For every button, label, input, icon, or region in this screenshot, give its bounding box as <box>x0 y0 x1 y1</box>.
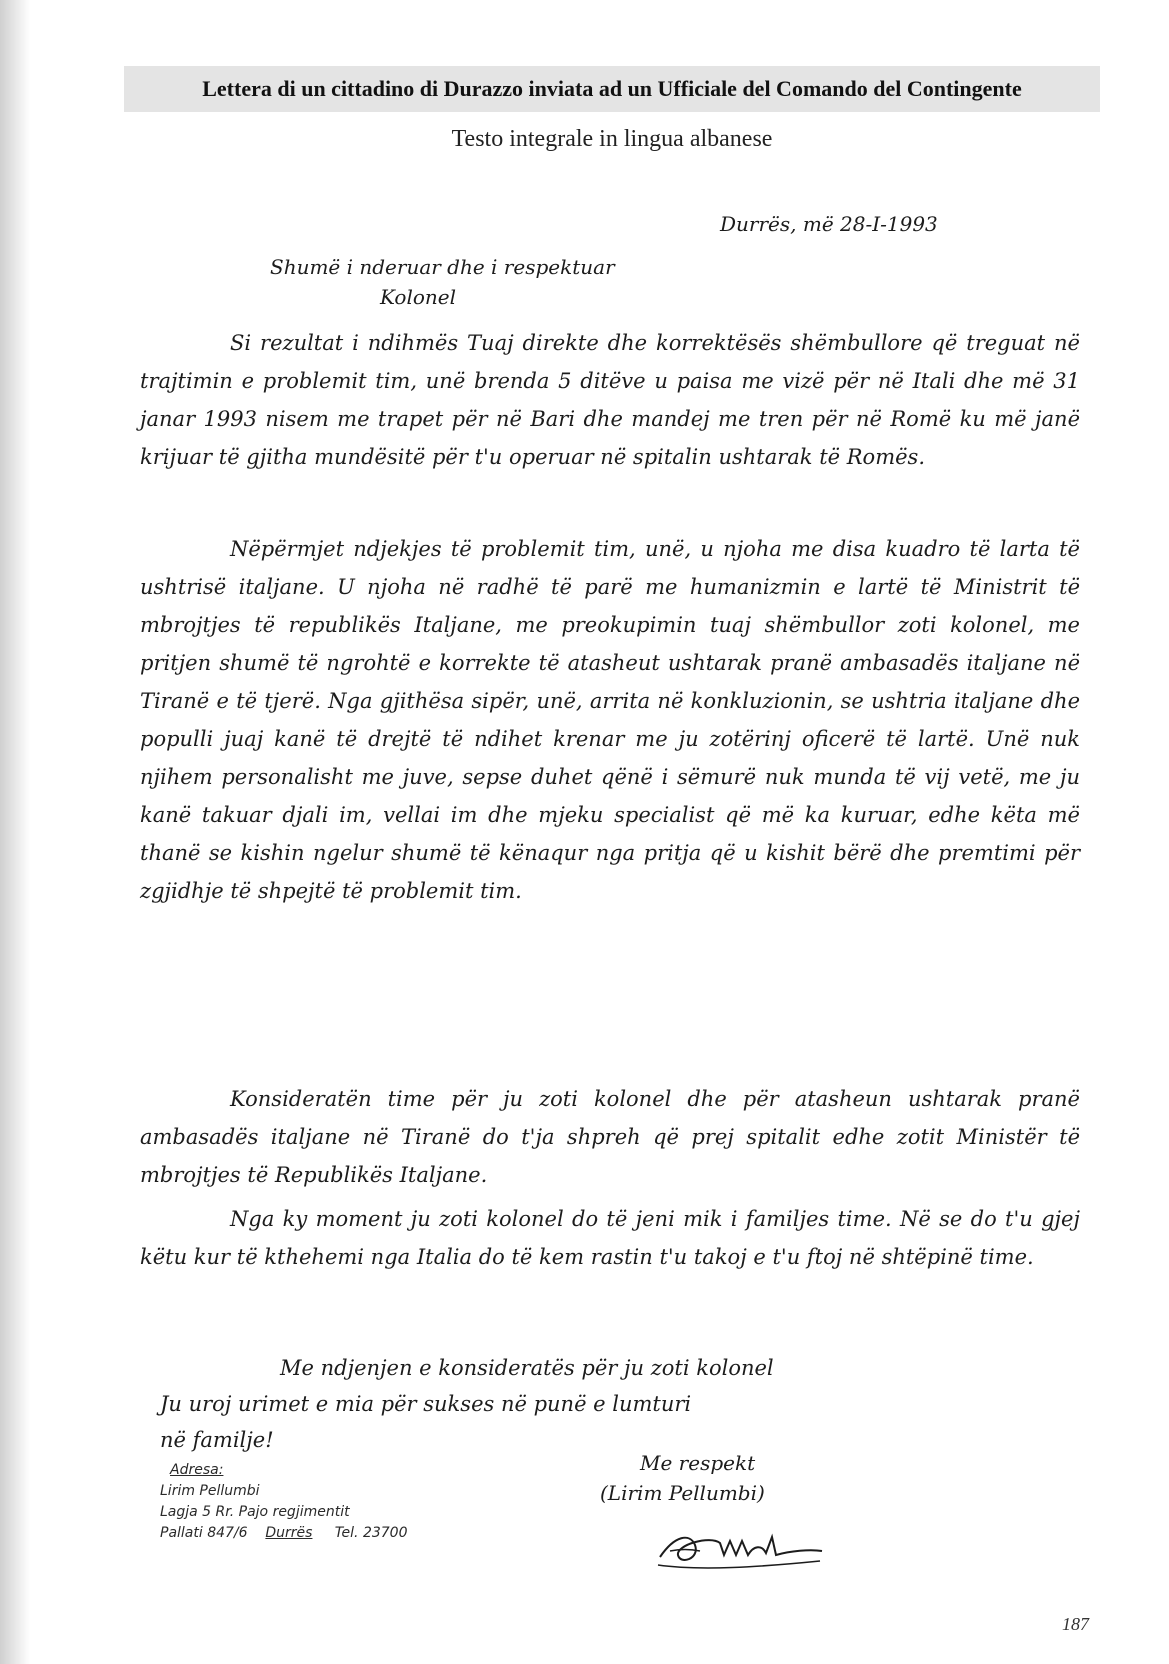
title-banner <box>124 66 1100 112</box>
letter-signoff <box>600 1448 765 1508</box>
letter-dateline: Durrës, më 28-I-1993 <box>720 212 938 236</box>
address-building: Pallati 847/6 <box>160 1525 248 1541</box>
closing-line: në familje! <box>160 1428 274 1452</box>
page-number: 187 <box>1062 1614 1089 1634</box>
closing-line: Ju uroj urimet e mia për sukses në punë e lumturi <box>160 1392 692 1416</box>
page-gutter-shadow <box>0 0 30 1664</box>
salutation-line: Kolonel <box>380 285 456 309</box>
address-city: Durrës <box>265 1525 313 1541</box>
sender-address <box>160 1460 407 1544</box>
closing-line: Me ndjenjen e konsideratës për ju zoti kolonel <box>280 1356 774 1380</box>
address-line: Lagja 5 Rr. Pajo regjimentit <box>160 1504 350 1520</box>
page-title: Lettera di un cittadino di Durazzo inviata ad un Ufficiale del Comando del Contingente <box>202 76 1022 101</box>
signoff-line: Me respekt <box>640 1451 756 1475</box>
salutation-line: Shumë i nderuar dhe i respektuar <box>270 255 615 279</box>
letter-paragraph: Nga ky moment ju zoti kolonel do të jeni mik i familjes time. Në se do t'u gjej këtu kur të kthehemi nga Italia do të kem rastin t'u takoj e t'u ftoj në shtëpinë time. <box>140 1207 1080 1269</box>
signer-name: (Lirim Pellumbi) <box>600 1481 765 1505</box>
address-line: Lirim Pellumbi <box>160 1483 260 1499</box>
handwritten-signature <box>650 1515 830 1575</box>
address-label: Adresa: <box>170 1462 224 1478</box>
letter-paragraph: Konsideratën time për ju zoti kolonel dhe për atasheun ushtarak pranë ambasadës italjane në Tiranë do t'ja shpreh që prej spitalit edhe zotit Ministër të mbrojtjes të Republikës Italjane. <box>140 1087 1080 1187</box>
letter-closing <box>160 1350 1070 1458</box>
letter-paragraph: Nëpërmjet ndjekjes të problemit tim, unë, u njoha me disa kuadro të larta të ushtrisë italjane. U njoha në radhë të parë me humanizmin e lartë të Ministrit të mbrojtjes të republikës Italjane, me preokupimin tuaj shëmbullor zoti kolonel, me pritjen shumë të ngrohtë e korrekte të atasheut ushtarak pranë ambasadës italjane në Tiranë e të tjerë. Nga gjithësa sipër, unë, arrita në konkluzionin, se ushtria italjane dhe populli juaj kanë të drejtë të ndihet krenar me ju zotërinj oficerë të lartë. Unë nuk njihem personalisht me juve, sepse duhet qënë i sëmurë nuk munda të vij vetë, me ju kanë takuar djali im, vellai im dhe mjeku specialist që më ka kuruar, edhe këta më thanë se kishin ngelur shumë të kënaqur nga pritja që u kishit bërë dhe premtimi për zgjidhje të shpejtë të problemit tim. <box>140 537 1080 903</box>
letter-paragraph: Si rezultat i ndihmës Tuaj direkte dhe korrektësës shëmbullore që treguat në trajtimin e problemit tim, unë brenda 5 ditëve u paisa me vizë për në Itali dhe më 31 janar 1993 nisem me trapet për në Bari dhe mandej me tren për në Romë ku më janë krijuar të gjitha mundësitë për t'u operuar në spitalin ushtarak të Romës. <box>140 331 1080 469</box>
page-subtitle: Testo integrale in lingua albanese <box>451 126 773 152</box>
letter-salutation <box>270 252 615 312</box>
address-line <box>160 1523 407 1544</box>
address-phone: Tel. 23700 <box>334 1525 408 1541</box>
